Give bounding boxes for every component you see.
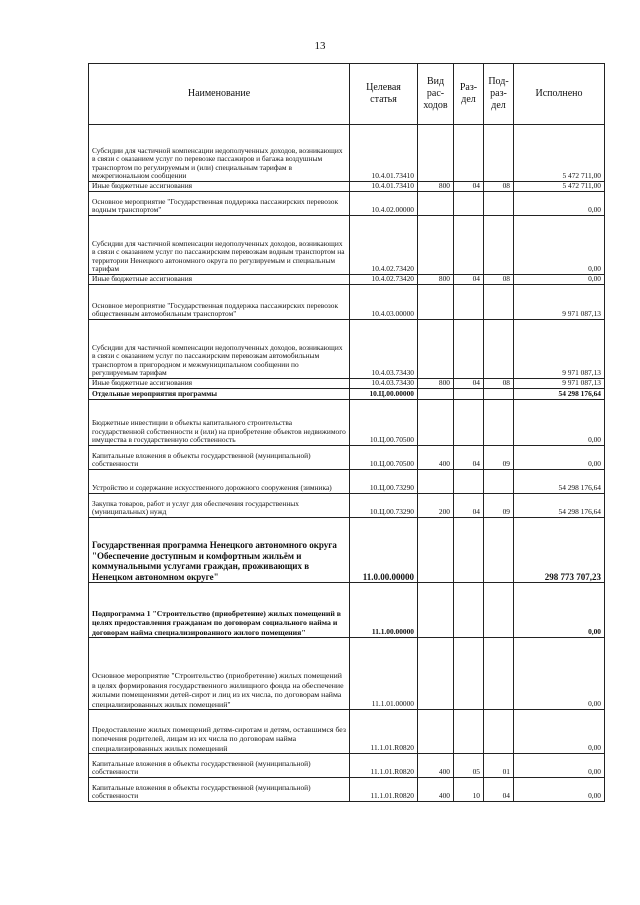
table-row — [89, 583, 605, 638]
row-done: 9 971 087,13 — [514, 285, 605, 320]
row-code: 10.4.02.73420 — [350, 216, 418, 275]
row-razdel — [454, 638, 484, 710]
row-razdel — [454, 192, 484, 216]
row-podrazdel — [484, 285, 514, 320]
table-header-row — [89, 64, 605, 125]
row-code: 11.0.00.00000 — [350, 518, 418, 583]
row-code: 10.Ц.00.73290 — [350, 494, 418, 518]
row-razdel — [454, 216, 484, 275]
row-vid: 800 — [418, 379, 454, 389]
row-done: 0,00 — [514, 446, 605, 470]
row-name: Основное мероприятие "Строительство (приобретение) жилых помещений в целях формирования государственного жилищного фонда на обеспечение жилыми помещениями детей-сирот и лиц из их числа, по договорам найма специализированных жилых помещений" — [89, 638, 350, 710]
table-row — [89, 182, 605, 192]
row-name: Предоставление жилых помещений детям-сиротам и детям, оставшимся без попечения родителей, лицам из их числа по договорам найма специализированных жилых помещений — [89, 710, 350, 754]
row-done: 0,00 — [514, 710, 605, 754]
row-vid — [418, 470, 454, 494]
table-row — [89, 446, 605, 470]
row-razdel: 04 — [454, 182, 484, 192]
row-podrazdel — [484, 638, 514, 710]
row-name: Иные бюджетные ассигнования — [89, 182, 350, 192]
row-razdel — [454, 389, 484, 400]
row-podrazdel — [484, 583, 514, 638]
row-done: 0,00 — [514, 638, 605, 710]
row-name: Основное мероприятие "Государственная поддержка пассажирских перевозок общественным автомобильным транспортом" — [89, 285, 350, 320]
header-code: Целевая статья — [350, 64, 418, 125]
row-done: 54 298 176,64 — [514, 470, 605, 494]
row-done: 5 472 711,00 — [514, 182, 605, 192]
row-podrazdel — [484, 125, 514, 182]
row-code: 11.1.01.R0820 — [350, 710, 418, 754]
row-done: 0,00 — [514, 275, 605, 285]
table-row — [89, 192, 605, 216]
row-done: 9 971 087,13 — [514, 379, 605, 389]
row-vid: 200 — [418, 494, 454, 518]
row-done: 54 298 176,64 — [514, 494, 605, 518]
row-name: Устройство и содержание искусственного дорожного сооружения (зимника) — [89, 470, 350, 494]
row-done: 0,00 — [514, 400, 605, 446]
row-razdel — [454, 710, 484, 754]
row-razdel — [454, 400, 484, 446]
row-podrazdel — [484, 192, 514, 216]
row-podrazdel: 08 — [484, 275, 514, 285]
table-row — [89, 638, 605, 710]
row-razdel — [454, 285, 484, 320]
row-name: Субсидии для частичной компенсации недополученных доходов, возникающих в связи с оказанием услуг по пассажирским перевозкам автомобильным транспортом в пригородном и межмуниципальном сообщении по регулируемым тарифам — [89, 320, 350, 379]
row-name: Капитальные вложения в объекты государственной (муниципальной) собственности — [89, 778, 350, 802]
header-vid: Вид рас- ходов — [418, 64, 454, 125]
table-row — [89, 754, 605, 778]
table-row — [89, 125, 605, 182]
table-row — [89, 216, 605, 275]
row-razdel: 04 — [454, 275, 484, 285]
table-row — [89, 389, 605, 400]
row-vid — [418, 320, 454, 379]
row-vid — [418, 216, 454, 275]
budget-table — [88, 63, 605, 802]
row-vid — [418, 125, 454, 182]
row-code: 10.4.02.73420 — [350, 275, 418, 285]
row-podrazdel: 08 — [484, 379, 514, 389]
row-podrazdel — [484, 320, 514, 379]
row-name: Закупка товаров, работ и услуг для обеспечения государственных (муниципальных) нужд — [89, 494, 350, 518]
table-row — [89, 470, 605, 494]
table-row — [89, 320, 605, 379]
row-vid — [418, 285, 454, 320]
row-code: 11.1.01.R0820 — [350, 754, 418, 778]
row-name: Отдельные мероприятия программы — [89, 389, 350, 400]
table-row — [89, 400, 605, 446]
row-podrazdel — [484, 216, 514, 275]
row-name: Бюджетные инвестиции в объекты капитального строительства государственной собственности и (или) на приобретение объектов недвижимого имущества в государственную собственность — [89, 400, 350, 446]
row-vid — [418, 638, 454, 710]
row-vid — [418, 583, 454, 638]
row-vid: 400 — [418, 754, 454, 778]
row-code: 10.4.01.73410 — [350, 182, 418, 192]
row-vid: 400 — [418, 778, 454, 802]
row-vid — [418, 518, 454, 583]
row-done: 5 472 711,00 — [514, 125, 605, 182]
row-podrazdel: 09 — [484, 494, 514, 518]
row-razdel: 04 — [454, 446, 484, 470]
row-podrazdel — [484, 470, 514, 494]
row-razdel: 04 — [454, 494, 484, 518]
row-podrazdel: 09 — [484, 446, 514, 470]
table-row — [89, 778, 605, 802]
table-row — [89, 275, 605, 285]
row-code: 10.4.03.73430 — [350, 379, 418, 389]
row-podrazdel — [484, 518, 514, 583]
row-name: Капитальные вложения в объекты государственной (муниципальной) собственности — [89, 754, 350, 778]
row-vid — [418, 389, 454, 400]
row-name: Иные бюджетные ассигнования — [89, 275, 350, 285]
row-razdel — [454, 125, 484, 182]
page-number: 13 — [314, 40, 326, 52]
row-done: 0,00 — [514, 754, 605, 778]
row-podrazdel: 01 — [484, 754, 514, 778]
table-row — [89, 494, 605, 518]
row-razdel — [454, 583, 484, 638]
row-code: 10.Ц.00.00000 — [350, 389, 418, 400]
row-done: 0,00 — [514, 583, 605, 638]
row-name: Капитальные вложения в объекты государственной (муниципальной) собственности — [89, 446, 350, 470]
row-vid — [418, 400, 454, 446]
row-vid: 800 — [418, 182, 454, 192]
row-name: Основное мероприятие "Государственная поддержка пассажирских перевозок водным транспортом" — [89, 192, 350, 216]
table-row — [89, 379, 605, 389]
row-code: 10.4.01.73410 — [350, 125, 418, 182]
row-done: 0,00 — [514, 192, 605, 216]
row-done: 298 773 707,23 — [514, 518, 605, 583]
row-name: Субсидии для частичной компенсации недополученных доходов, возникающих в связи с оказанием услуг по пассажирским перевозкам водным транспортом на территории Ненецкого автономного округа по регулируемым и специальным тарифам — [89, 216, 350, 275]
row-code: 10.4.02.00000 — [350, 192, 418, 216]
row-code: 11.1.00.00000 — [350, 583, 418, 638]
header-razdel: Раз- дел — [454, 64, 484, 125]
row-done: 0,00 — [514, 778, 605, 802]
row-name: Иные бюджетные ассигнования — [89, 379, 350, 389]
table-row — [89, 710, 605, 754]
row-podrazdel: 08 — [484, 182, 514, 192]
row-razdel — [454, 470, 484, 494]
table-row — [89, 518, 605, 583]
row-name: Субсидии для частичной компенсации недополученных доходов, возникающих в связи с оказанием услуг по перевозке пассажиров и багажа воздушным транспортом по регулируемым и (или) специальным тарифам в межрегиональном сообщении — [89, 125, 350, 182]
row-code: 10.Ц.00.70500 — [350, 400, 418, 446]
row-done: 9 971 087,13 — [514, 320, 605, 379]
row-vid — [418, 192, 454, 216]
row-code: 10.Ц.00.70500 — [350, 446, 418, 470]
row-podrazdel: 04 — [484, 778, 514, 802]
row-razdel: 10 — [454, 778, 484, 802]
header-done: Исполнено — [514, 64, 605, 125]
row-name: Государственная программа Ненецкого автономного округа "Обеспечение доступным и комфортным жильём и коммунальными услугами граждан, проживающих в Ненецком автономном округе" — [89, 518, 350, 583]
row-code: 11.1.01.R0820 — [350, 778, 418, 802]
row-razdel — [454, 320, 484, 379]
row-code: 10.4.03.73430 — [350, 320, 418, 379]
row-done: 0,00 — [514, 216, 605, 275]
row-name: Подпрограмма 1 "Строительство (приобретение) жилых помещений в целях предоставления гражданам по договорам социального найма и договорам найма специализированного жилого помещения" — [89, 583, 350, 638]
row-vid: 800 — [418, 275, 454, 285]
row-done: 54 298 176,64 — [514, 389, 605, 400]
row-code: 10.4.03.00000 — [350, 285, 418, 320]
row-vid — [418, 710, 454, 754]
header-podrazdel: Под- раз- дел — [484, 64, 514, 125]
row-podrazdel — [484, 389, 514, 400]
row-podrazdel — [484, 710, 514, 754]
table-row — [89, 285, 605, 320]
row-razdel: 04 — [454, 379, 484, 389]
row-vid: 400 — [418, 446, 454, 470]
row-razdel — [454, 518, 484, 583]
header-name: Наименование — [89, 64, 350, 125]
row-code: 10.Ц.00.73290 — [350, 470, 418, 494]
row-podrazdel — [484, 400, 514, 446]
row-razdel: 05 — [454, 754, 484, 778]
row-code: 11.1.01.00000 — [350, 638, 418, 710]
